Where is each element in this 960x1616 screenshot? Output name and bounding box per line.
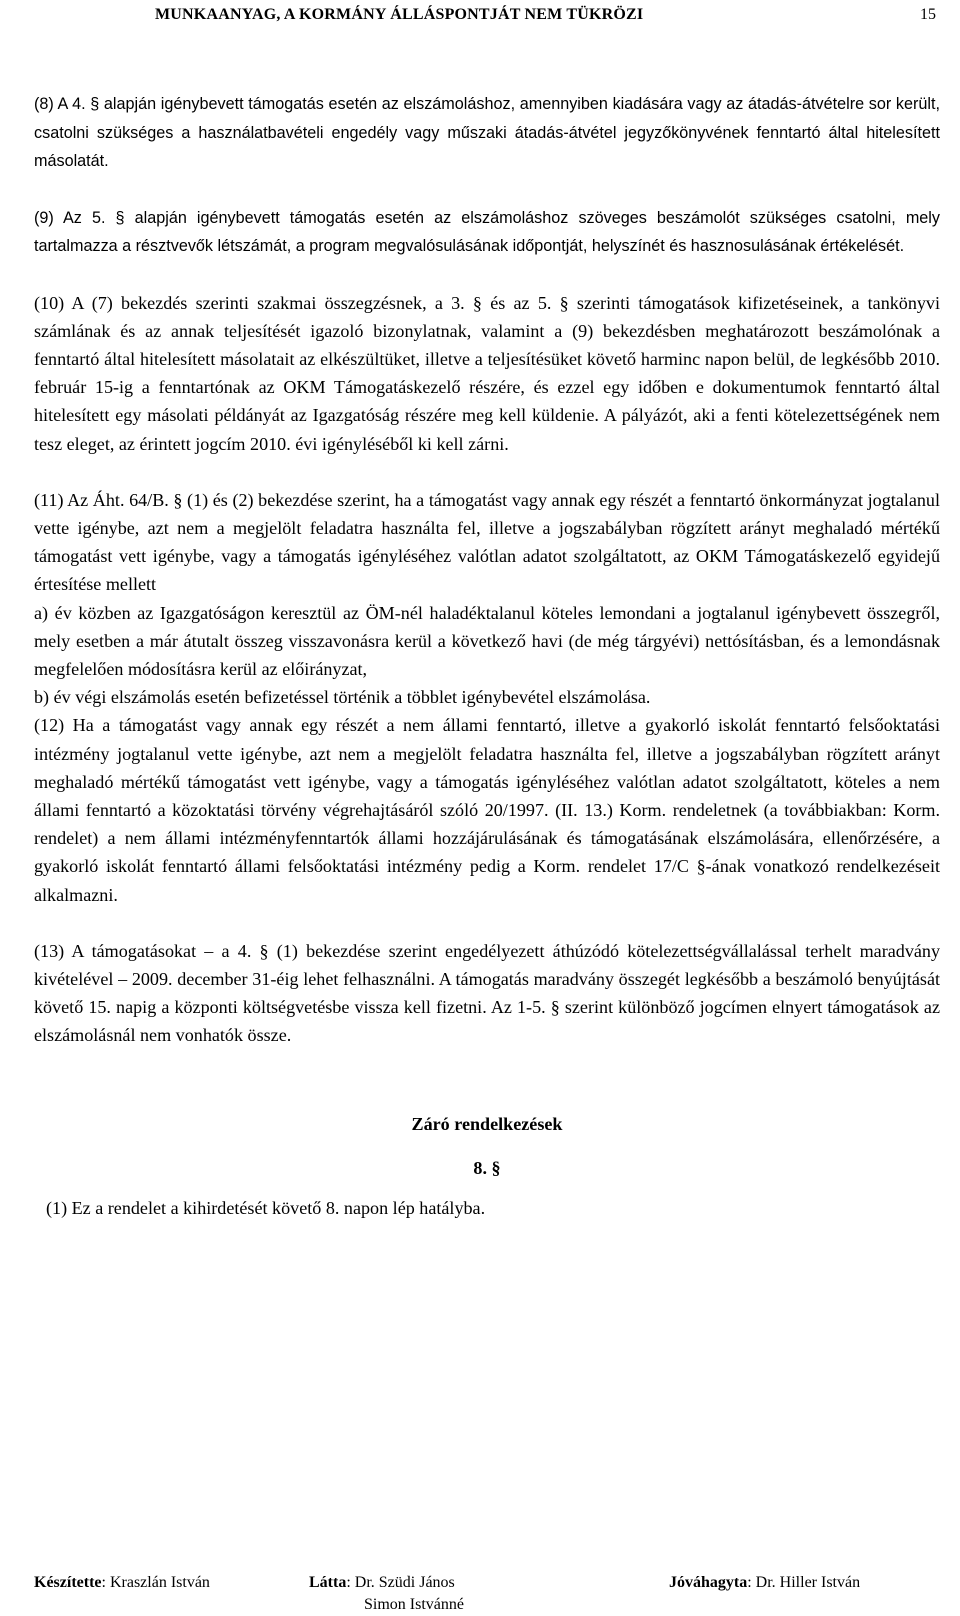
paragraph-8-1: (1) Ez a rendelet a kihirdetését követő 8. napon lép hatályba.: [46, 1197, 486, 1218]
footer-seen: [309, 1572, 455, 1594]
footer-prepared-by: : Kraszlán István: [101, 1574, 210, 1591]
footer-seen-label: Látta: [309, 1574, 347, 1591]
footer-approved-by: : Dr. Hiller István: [747, 1574, 861, 1591]
paragraph-12: (12) Ha a támogatást vagy annak egy részét a nem állami fenntartó, illetve a gyakorló iskolát fenntartó felsőoktatási intézmény jogtalanul vette igénybe, azt nem a megjelölt feladatra használta fel, illetve a jogszabályban rögzített arányt meghaladó mértékű támogatást vett igénybe, vagy a támogatás igényléséhez valótlan adatot szolgáltatott, köteles a nem állami fenntartó a közoktatási törvény végrehajtásáról szóló 20/1997. (II. 13.) Korm. rendeletnek (a továbbiakban: Korm. rendelet) a nem állami intézményfenntartók állami hozzájárulásának és támogatásának elszámolására, ellenőrzésére, a gyakorló iskolát fenntartó állami felsőoktatási intézmény pedig a Korm. rendelet 17/C §-ának vonatkozó rendelkezéseit alkalmazni.: [34, 715, 940, 905]
document-body: [34, 90, 940, 1222]
paragraph-8: (8) A 4. § alapján igénybevett támogatás esetén az elszámoláshoz, amennyiben kiadására vagy az átadás-átvételre sor került, csatolni szükséges a használatbavételi engedély vagy műszaki átadás-átvétel jegyzőkönyvének fenntartó által hitelesített másolatát.: [34, 95, 940, 170]
footer-approved-label: Jóváhagyta: [669, 1574, 748, 1591]
paragraph-11-b: b) év végi elszámolás esetén befizetéssel történik a többlet igénybevétel elszámolása.: [34, 687, 651, 708]
paragraph-10: (10) A (7) bekezdés szerinti szakmai összegzésnek, a 3. § és az 5. § szerinti támogatások kifizetéseinek, a tankönyvi számlának és az annak teljesítését igazoló bizonylatnak, valamint a (9) bekezdésben meghatározott beszámolónak a fenntartó által hitelesített másolatait az elkészültüket, illetve a teljesítésüket követő harminc napon belül, de legkésőbb 2010. február 15-ig a fenntartónak az OKM Támogatáskezelő részére, és ezzel egy időben e dokumentumok fenntartó által hitelesített egy másolati példányát az Igazgatóság részére meg kell küldenie. A pályázót, aki a fenti kötelezettségének nem tesz eleget, az érintett jogcím 2010. évi igényléséből ki kell zárni.: [34, 292, 940, 454]
paragraph-11-a: a) év közben az Igazgatóságon keresztül az ÖM-nél haladéktalanul köteles lemondani a jogtalanul igénybevett összegről, mely esetben a már átutalt összeg visszavonásra kerül a következő havi (de még tárgyévi) nettósításban, és a lemondásnak megfelelően módosításra kerül az előirányzat,: [34, 602, 940, 679]
paragraph-13: (13) A támogatásokat – a 4. § (1) bekezdése szerint engedélyezett áthúzódó kötelezettségvállalással terhelt maradvány kivételével – 2009. december 31-éig lehet felhasználni. A támogatás maradvány összegét legkésőbb a beszámoló benyújtását követő 15. napig a központi költségvetésbe vissza kell fizetni. Az 1-5. § szerint különböző jogcímen elnyert támogatások az elszámolásnál nem vonhatók össze.: [34, 940, 940, 1046]
paragraph-11: (11) Az Áht. 64/B. § (1) és (2) bekezdése szerint, ha a támogatást vagy annak egy részét a fenntartó önkormányzat jogtalanul vette igénybe, azt nem a megjelölt feladatra használta fel, illetve a jogszabályban rögzített arányt meghaladó mértékű támogatást vett igénybe, vagy a támogatás igényléséhez valótlan adatot szolgáltatott, az OKM Támogatáskezelő egyidejű értesítése mellett: [34, 489, 940, 595]
footer-seen-by: : Dr. Szüdi János: [346, 1574, 455, 1591]
footer-approved: [669, 1572, 860, 1594]
footer-prepared: [34, 1572, 210, 1594]
paragraph-9: (9) Az 5. § alapján igénybevett támogatás esetén az elszámoláshoz szöveges beszámolót szükséges csatolni, mely tartalmazza a résztvevők létszámát, a program megvalósulásának időpontját, helyszínét és hasznosulásának értékelését.: [34, 208, 940, 255]
footer-seen-by-2: Simon Istvánné: [364, 1596, 464, 1613]
header-title: MUNKAANYAG, A KORMÁNY ÁLLÁSPONTJÁT NEM TÜKRÖZI: [155, 6, 644, 23]
closing-provisions-title: Záró rendelkezések: [411, 1113, 563, 1134]
page-number: 15: [920, 6, 936, 23]
section-8-heading: 8. §: [473, 1157, 501, 1178]
page-header: [0, 6, 960, 28]
footer-prepared-label: Készítette: [34, 1574, 102, 1591]
